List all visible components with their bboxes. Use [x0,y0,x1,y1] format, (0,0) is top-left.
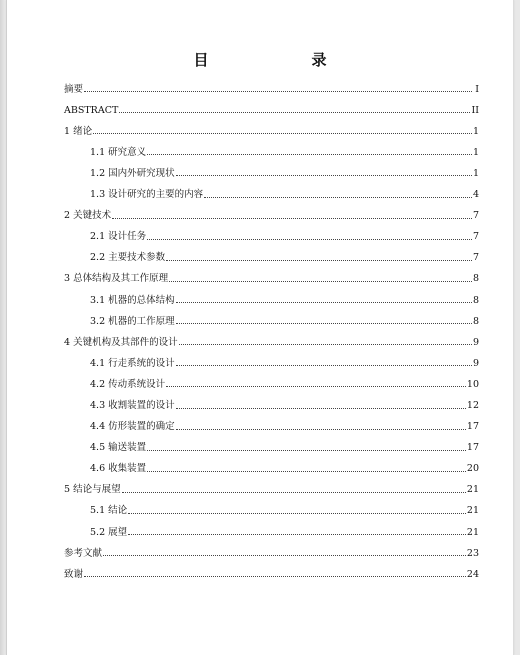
toc-entry[interactable] [64,475,479,496]
toc-leader-dots [147,153,472,155]
toc-entry[interactable] [64,179,479,200]
toc-entry[interactable] [64,496,479,517]
toc-entry[interactable] [64,264,479,285]
toc-leader-dots [128,512,466,514]
toc-entry-page-number: 10 [466,378,479,390]
toc-leader-dots [166,259,472,261]
toc-leader-dots [128,533,466,535]
toc-entry-page-number: 4 [472,189,479,201]
toc-leader-dots [169,280,472,282]
toc-entry[interactable] [64,538,479,559]
toc-entry[interactable] [64,369,479,390]
toc-entry[interactable] [64,243,479,264]
toc-entry-label: 摘要 [64,83,84,95]
toc-entry-label: 4.2 传动系统设计 [90,378,166,390]
toc-leader-dots [179,343,472,345]
toc-entry-page-number: 8 [472,273,479,285]
toc-entry-label: 1 绪论 [64,125,93,137]
toc-entry-label: 4.1 行走系统的设计 [90,357,175,369]
toc-leader-dots [84,90,472,92]
toc-entry-page-number: 20 [466,463,479,475]
toc-leader-dots [204,196,472,198]
toc-entry-page-number: II [471,104,479,116]
toc-entry-label: 3.1 机器的总体结构 [90,294,175,306]
toc-entry[interactable] [64,74,479,95]
toc-entry-page-number: 7 [472,252,479,264]
toc-entry-label: 3.2 机器的工作原理 [90,315,175,327]
toc-entry[interactable] [64,348,479,369]
toc-entry[interactable] [64,559,479,580]
toc-entry-page-number: 7 [472,231,479,243]
toc-entry[interactable] [64,454,479,475]
toc-entry-label: 5.1 结论 [90,505,128,517]
toc-entry-page-number: 1 [472,167,479,179]
toc-entry-page-number: 9 [472,357,479,369]
toc-leader-dots [103,554,466,556]
toc-entry-label: ABSTRACT [64,104,119,116]
toc-entry-page-number: I [475,83,479,95]
toc-title: 目 录 [193,51,371,69]
toc-entry-label: 4.5 输送装置 [90,442,147,454]
toc-entry-page-number: 21 [466,505,479,517]
toc-entry-label: 4.3 收割装置的设计 [90,400,175,411]
toc-entry-label: 5 结论与展望 [64,484,121,496]
toc-entry[interactable] [64,95,479,116]
toc-leader-dots [112,217,472,219]
toc-entry[interactable] [64,285,479,306]
toc-leader-dots [147,470,466,472]
toc-entry[interactable] [64,222,479,243]
toc-leader-dots [176,301,472,303]
toc-entry[interactable] [64,517,479,538]
toc-entry-label: 4.6 收集装置 [90,463,147,475]
toc-leader-dots [147,449,466,451]
toc-leader-dots [166,385,466,387]
toc-entry-page-number: 17 [466,421,479,433]
toc-entry-label: 2.2 主要技术参数 [90,252,166,264]
toc-leader-dots [147,238,472,240]
toc-entry-label: 2 关键技术 [64,210,112,222]
toc-leader-dots [176,428,466,430]
toc-leader-dots [176,322,472,324]
toc-leader-dots [119,111,470,113]
toc-entry-page-number: 8 [472,294,479,306]
table-of-contents [64,74,479,580]
toc-entry[interactable] [64,137,479,158]
toc-entry-label: 3 总体结构及其工作原理 [64,273,169,285]
toc-leader-dots [176,174,472,176]
toc-entry-page-number: 23 [466,547,479,559]
toc-entry-label: 参考文献 [64,547,103,559]
toc-entry[interactable] [64,390,479,411]
toc-entry-label: 2.1 设计任务 [90,231,147,243]
toc-entry-page-number: 9 [472,336,479,348]
toc-entry-label: 4 关键机构及其部件的设计 [64,336,178,348]
toc-entry-page-number: 21 [466,526,479,538]
toc-entry-page-number: 1 [472,146,479,158]
toc-entry-label: 致谢 [64,568,84,580]
toc-entry-label: 4.4 仿形装置的确定 [90,421,175,433]
toc-entry-page-number: 8 [472,315,479,327]
toc-entry[interactable] [64,306,479,327]
toc-leader-dots [93,132,472,134]
toc-entry-page-number: 7 [472,210,479,222]
toc-entry-page-number: 17 [466,442,479,454]
toc-entry[interactable] [64,158,479,179]
toc-entry-label: 1.1 研究意义 [90,146,147,158]
toc-entry-page-number: 24 [466,568,479,580]
toc-entry[interactable] [64,433,479,454]
toc-entry[interactable] [64,201,479,222]
toc-entry-label: 1.2 国内外研究现状 [90,167,175,179]
toc-entry-label: 1.3 设计研究的主要的内容 [90,189,204,201]
toc-entry[interactable] [64,116,479,137]
toc-entry[interactable] [64,412,479,433]
toc-entry-page-number: 12 [466,400,479,411]
toc-leader-dots [176,407,466,409]
toc-entry[interactable] [64,327,479,348]
toc-leader-dots [176,364,472,366]
toc-leader-dots [84,575,466,577]
toc-entry-page-number: 21 [466,484,479,496]
document-page [6,0,514,655]
toc-entry-page-number: 1 [472,125,479,137]
toc-leader-dots [122,491,466,493]
toc-entry-label: 5.2 展望 [90,526,128,538]
